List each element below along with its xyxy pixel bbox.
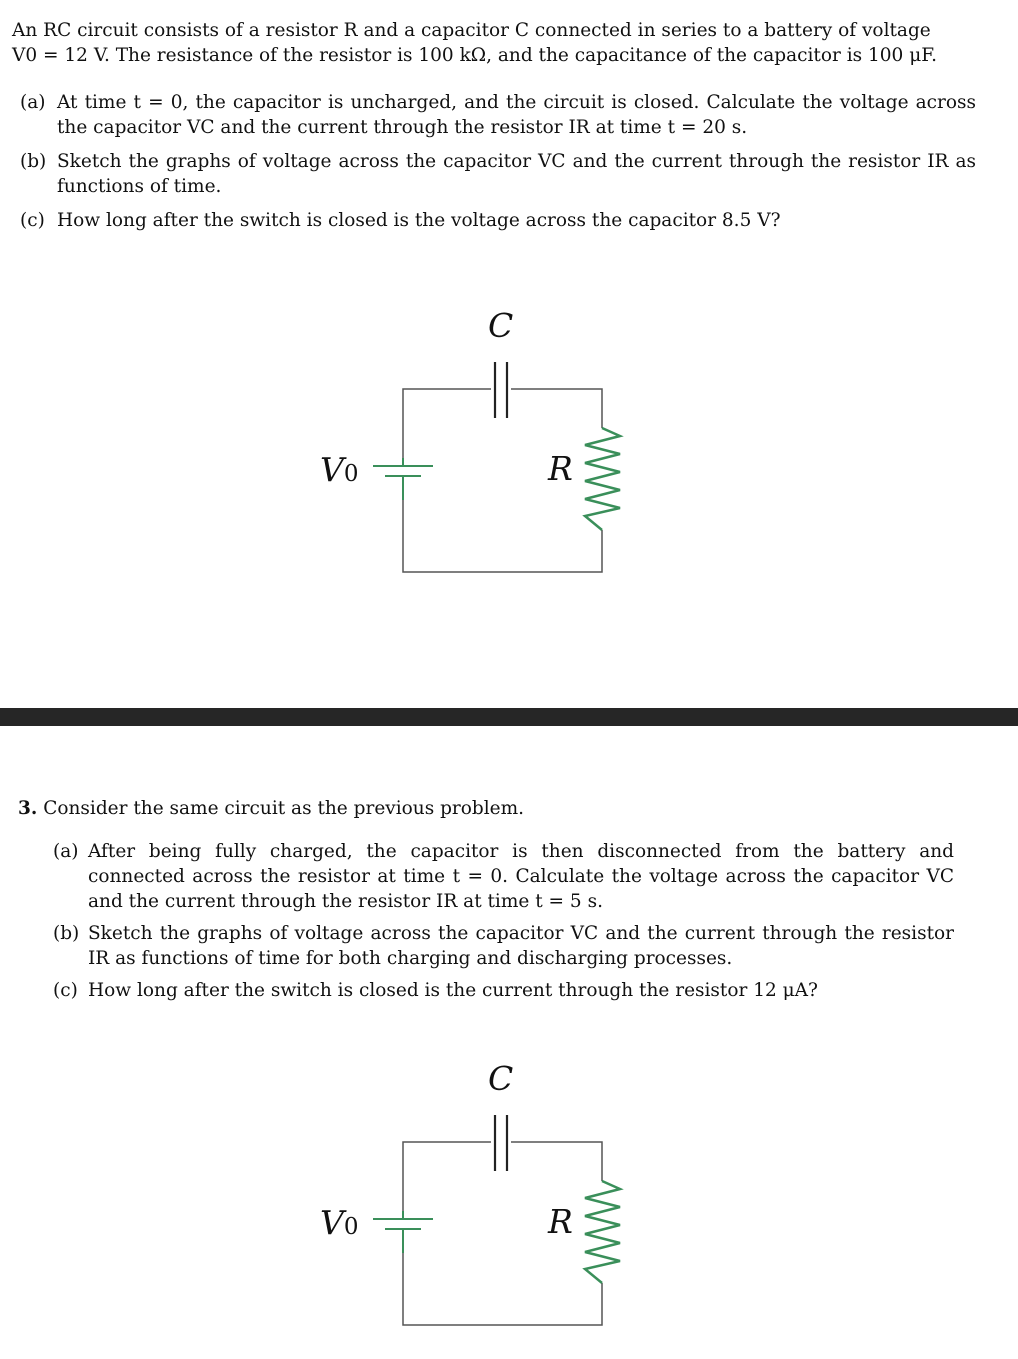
circuit-svg — [300, 300, 630, 590]
part-label: (a) — [53, 841, 79, 862]
capacitor-symbol — [495, 1115, 507, 1171]
battery-label-sub: 0 — [343, 461, 359, 487]
part-label: (b) — [53, 923, 80, 944]
battery-label-main: V — [320, 1203, 344, 1242]
rc-circuit-diagram — [300, 300, 630, 590]
circuit-svg — [300, 1053, 630, 1343]
intro-line-2: V0 = 12 V. The resistance of the resistor is 100 kΩ, and the capacitance of the capacitor is 100 μF. — [12, 45, 938, 66]
part-text: After being fully charged, the capacitor is then disconnected from the battery and connected across the resistor at time t = 0. Calculate the voltage across the capacitor VC and the current through the resistor IR at time t = 5 s. — [88, 841, 954, 912]
resistor-label: R — [548, 449, 573, 488]
part-label: (c) — [20, 210, 45, 231]
problem3-statement: Consider the same circuit as the previous problem. — [43, 798, 525, 819]
problem3-parts — [18, 839, 954, 1003]
part-a — [53, 839, 954, 914]
part-label: (b) — [20, 151, 47, 172]
capacitor-label: C — [488, 306, 514, 345]
part-b — [53, 921, 954, 971]
problem3 — [18, 796, 954, 1010]
capacitor-label: C — [488, 1059, 514, 1098]
battery-label-main: V — [320, 450, 344, 489]
problem3-head — [18, 796, 954, 821]
section-divider — [0, 708, 1018, 726]
battery-label-sub: 0 — [343, 1214, 359, 1240]
problem2-parts — [20, 90, 976, 242]
part-text: At time t = 0, the capacitor is uncharged, and the circuit is closed. Calculate the voltage across the capacitor VC and the current through the resistor IR at time t = 20 s. — [57, 92, 976, 138]
part-text: Sketch the graphs of voltage across the capacitor VC and the current through the resistor IR as functions of time for both charging and discharging processes. — [88, 923, 954, 969]
resistor-symbol — [585, 1181, 620, 1283]
rc-circuit-diagram — [300, 1053, 630, 1343]
problem-number: 3. — [18, 798, 38, 819]
part-text: Sketch the graphs of voltage across the capacitor VC and the current through the resistor IR as functions of time. — [57, 151, 976, 197]
part-text: How long after the switch is closed is the current through the resistor 12 μA? — [88, 980, 818, 1001]
battery-label — [320, 1205, 358, 1245]
intro-line-1: An RC circuit consists of a resistor R and a capacitor C connected in series to a battery of voltage — [12, 20, 931, 41]
problem2-intro — [12, 18, 976, 68]
part-b — [20, 149, 976, 199]
resistor-label: R — [548, 1202, 573, 1241]
battery-symbol — [373, 458, 433, 500]
part-label: (a) — [20, 92, 46, 113]
part-c — [20, 208, 976, 233]
capacitor-symbol — [495, 362, 507, 418]
battery-label — [320, 452, 358, 492]
part-a — [20, 90, 976, 140]
resistor-symbol — [585, 428, 620, 530]
battery-symbol — [373, 1211, 433, 1253]
part-label: (c) — [53, 980, 78, 1001]
part-text: How long after the switch is closed is the voltage across the capacitor 8.5 V? — [57, 210, 781, 231]
part-c — [53, 978, 954, 1003]
